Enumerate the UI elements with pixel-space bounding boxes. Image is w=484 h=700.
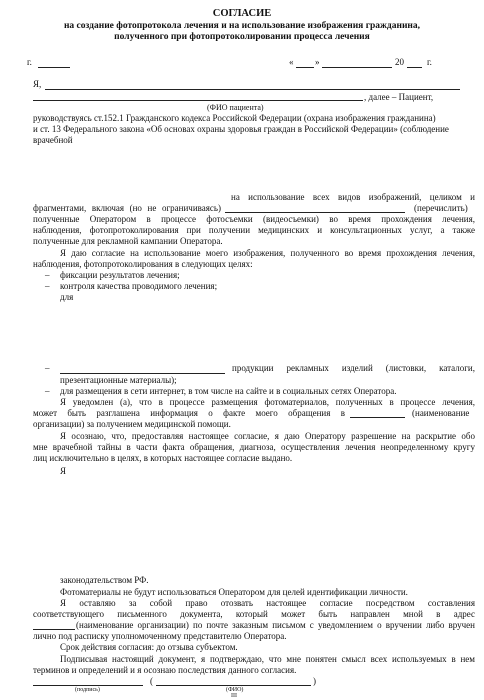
date-quote-close: »: [315, 57, 320, 67]
document-title: СОГЛАСИЕ: [212, 8, 272, 19]
usage-line-1: на использование всех видов изображений, целиком и: [231, 192, 475, 202]
law-line-3: врачебной: [33, 135, 73, 145]
document-subtitle-line-2: полученного при фотопротоколировании процесса лечения: [114, 32, 370, 42]
usage-line-3: полученные Оператором в процессе фотосъемки (видеосъемки) во время прохождения лечения,: [33, 214, 475, 224]
identification-text: Фотоматериалы не будут использоваться Оператором для целей идентификации личности.: [60, 587, 408, 597]
year-line: [407, 67, 422, 68]
patient-suffix: , далее – Пациент,: [364, 92, 434, 102]
goal-item-1: фиксации результатов лечения;: [60, 270, 180, 280]
goal-item-2: контроля качества проводимого лечения;: [60, 281, 218, 291]
day-line: [296, 67, 314, 68]
revocation-org-line: [33, 629, 75, 630]
legislation-text: законодательством РФ.: [60, 575, 149, 585]
usage-line-5: полученные для рекламной кампании Оператора.: [33, 236, 223, 246]
usage-line-4: наблюдения, фотопротоколирования при получении медицинских и консультационных услуг, а также: [33, 225, 475, 235]
notice-org-line: [350, 417, 405, 418]
confirmation-line-2: терминов и определений и я осознаю последствия данного согласия.: [33, 665, 297, 675]
signature-close-paren: ): [313, 676, 316, 686]
confirmation-line-1: Подписывая настоящий документ, я подтверждаю, что мне понятен смысл всех используемых в нем: [60, 654, 475, 664]
goal-item-3: для: [60, 292, 74, 302]
goal-bullet-1: –: [45, 270, 50, 280]
usage-line-2: фрагментами, включая (но не ограничиваясь): [33, 203, 221, 213]
notice-line-2: может быть разглашена информация о факте моего обращения в: [33, 408, 345, 418]
signature-fio-caption: (ФИО): [226, 687, 244, 693]
patient-line-2: [33, 100, 363, 101]
revocation-line-2: соответствующего письменного документа, который может быть направлен мной в адрес: [33, 609, 475, 619]
awareness-line-2: мне врачебной тайны в части факта обращения, диагноза, осуществления лечения неопределенному кругу: [33, 442, 475, 452]
awareness-line-1: Я осознаю, что, предоставляя настоящее согласие, я даю Оператору разрешение на раскрытие обо: [60, 431, 475, 441]
page-mark: III: [231, 693, 237, 699]
year-suffix: г.: [427, 57, 432, 67]
intro-ya: Я,: [33, 79, 42, 89]
goal-bullet-2: –: [45, 281, 50, 291]
city-prefix: г.: [27, 57, 32, 67]
revocation-line-4: лично под расписку уполномоченному представителю Оператора.: [33, 631, 287, 641]
date-quote-open: «: [289, 57, 294, 67]
signature-caption: (подпись): [75, 687, 100, 693]
goals-line-1: Я даю согласие на использование моего изображения, полученного во время прохождения лечения,: [60, 248, 475, 258]
notice-line-1: Я уведомлен (а), что в процессе размещения фотоматериалов, полученных в процессе лечения,: [60, 397, 475, 407]
law-line-2: и ст. 13 Федерального закона «Об основах охраны здоровья граждан в Российской Федерации» (соблюдение: [33, 124, 449, 134]
revocation-line-3: (наименование организации) по почте заказным письмом с уведомлением о вручении либо вручен: [76, 620, 475, 630]
signature-line: [33, 685, 143, 686]
revocation-line-1: Я оставляю за собой право отозвать настоящее согласие посредством составления: [60, 598, 475, 608]
city-line: [38, 67, 70, 68]
awareness-line-3: лиц исключительно в целях, в которых настоящее согласие выдано.: [33, 453, 293, 463]
validity-text: Срок действия согласия: до отзыва субъектом.: [60, 642, 238, 652]
ads-item: для размещения в сети интернет, в том числе на сайте и в социальных сетях Оператора.: [60, 386, 397, 396]
document-subtitle-line-1: на создание фотопротокола лечения и на использование изображения гражданина,: [63, 21, 421, 31]
patient-line-1: [45, 89, 460, 90]
signature-fio-line: [156, 685, 311, 686]
goals-line-2: наблюдения, фотопротоколирования в следующих целях:: [33, 259, 253, 269]
ads-product-line: [60, 373, 225, 374]
ads-bullet-2: –: [45, 386, 50, 396]
awareness-line-4: Я: [60, 466, 67, 476]
usage-list-line: [225, 212, 405, 213]
month-line: [322, 67, 392, 68]
ads-bullet-1: –: [45, 363, 50, 373]
signature-open-paren: (: [150, 676, 153, 686]
usage-list-hint: (перечислить): [414, 203, 468, 213]
notice-line-3: организации) за получением медицинской помощи.: [33, 419, 231, 429]
law-line-1: руководствуясь ст.152.1 Гражданского кодекса Российской Федерации (охрана изображения гражданина): [33, 113, 436, 123]
ads-line-1: продукции рекламных изделий (листовки, каталоги,: [232, 363, 475, 373]
year-prefix: 20: [395, 57, 404, 67]
patient-fio-caption: (ФИО пациента): [207, 103, 264, 112]
notice-org-hint: (наименование: [412, 408, 470, 418]
ads-line-2: презентационные материалы);: [60, 375, 177, 385]
